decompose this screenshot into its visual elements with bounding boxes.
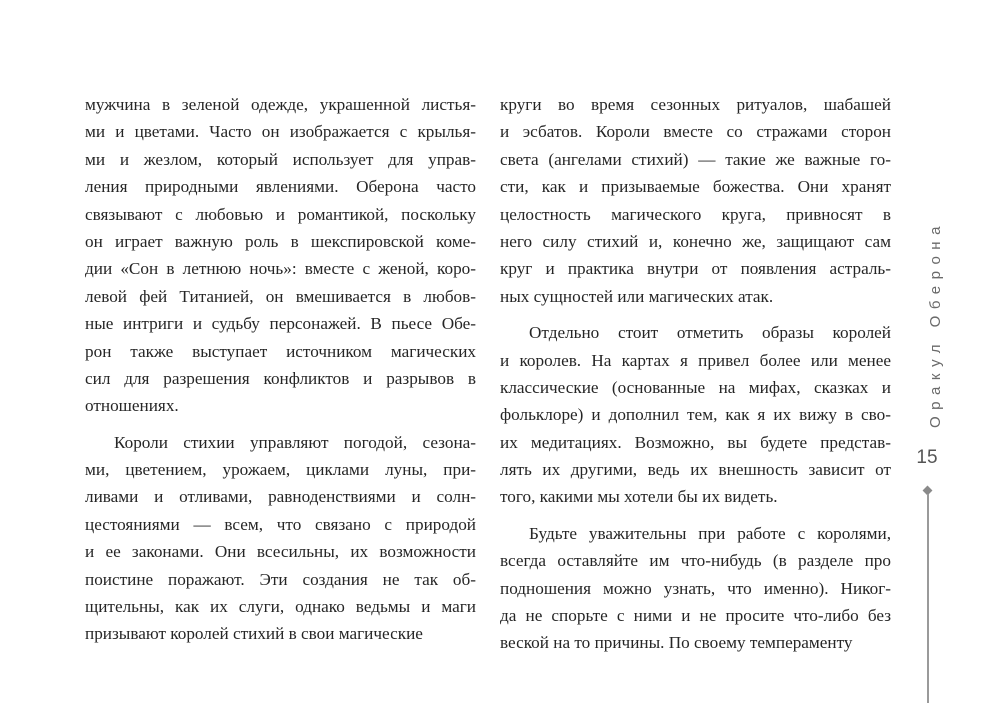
text-line: он играет важную роль в шекспировской коме- xyxy=(85,231,476,251)
text-line: лять их другими, ведь их внешность зависит от xyxy=(500,460,891,480)
text-line: рон также выступает источником магических xyxy=(85,341,476,361)
page-number: 15 xyxy=(916,447,938,468)
text-line: сти, как и призываемые божества. Они хранят xyxy=(500,177,891,197)
text-line: Короли стихии управляют погодой, сезона- xyxy=(114,432,476,452)
text-line: и эсбатов. Короли вместе со стражами сторон xyxy=(500,122,891,142)
paragraph xyxy=(500,520,891,657)
paragraph xyxy=(500,319,891,511)
text-line: призывают королей стихий в свои магические xyxy=(85,624,423,644)
vertical-rule xyxy=(927,494,929,703)
text-line: да не спорьте с ними и не просите что-либо без xyxy=(500,606,891,626)
text-line: поистине поражают. Эти создания не так об- xyxy=(85,569,476,589)
right-text-column xyxy=(500,91,891,666)
text-line: левой фей Титанией, он вмешивается в любов- xyxy=(85,286,476,306)
text-line: Отдельно стоит отметить образы королей xyxy=(529,323,891,343)
text-line: света (ангелами стихий) — такие же важные го- xyxy=(500,149,891,169)
text-line: щительны, как их слуги, однако ведьмы и маги xyxy=(85,597,476,617)
paragraph xyxy=(85,91,476,420)
text-line: фольклоре) и дополнил тем, как я их вижу в сво- xyxy=(500,405,891,425)
text-line: ми, цветением, урожаем, циклами луны, при- xyxy=(85,460,476,480)
paragraph xyxy=(500,91,891,310)
running-head: Оракул Оберона xyxy=(927,220,944,428)
text-line: ми и цветами. Часто он изображается с крылья- xyxy=(85,122,476,142)
text-line: цестояниями — всем, что связано с природой xyxy=(85,514,476,534)
text-line: Будьте уважительны при работе с королями, xyxy=(529,523,891,543)
text-line: подношения можно узнать, что именно). Никог- xyxy=(500,578,891,598)
text-line: их медитациях. Возможно, вы будете представ- xyxy=(500,432,891,452)
text-line: ных сущностей или магических атак. xyxy=(500,286,774,306)
text-line: связывают с любовью и романтикой, поскольку xyxy=(85,204,476,224)
text-line: дии «Сон в летнюю ночь»: вместе с женой, коро- xyxy=(85,259,476,279)
text-line: целостность магического круга, привносят в xyxy=(500,204,891,224)
text-line: веской на то причины. По своему темпераменту xyxy=(500,633,853,653)
text-line: круги во время сезонных ритуалов, шабашей xyxy=(500,95,891,114)
text-line: сил для разрешения конфликтов и разрывов в xyxy=(85,368,476,388)
text-line: и ее законами. Они всесильны, их возможности xyxy=(85,542,476,562)
text-line: круг и практика внутри от появления астраль- xyxy=(500,259,891,279)
text-line: мужчина в зеленой одежде, украшенной листья- xyxy=(85,95,476,114)
text-line: ливами и отливами, равноденствиями и солн- xyxy=(85,487,476,507)
paragraph xyxy=(85,429,476,648)
text-line: ления природными явлениями. Оберона часто xyxy=(85,177,476,197)
text-line: ми и жезлом, который использует для управ- xyxy=(85,149,476,169)
text-line: того, какими мы хотели бы их видеть. xyxy=(500,487,778,507)
left-text-column xyxy=(85,91,476,657)
text-line: классические (основанные на мифах, сказках и xyxy=(500,377,891,397)
text-line: и королев. На картах я привел более или менее xyxy=(500,350,891,370)
text-line: всегда оставляйте им что-нибудь (в разделе про xyxy=(500,551,891,571)
text-line: отношениях. xyxy=(85,396,179,416)
text-line: ные интриги и судьбу персонажей. В пьесе Обе- xyxy=(85,314,476,334)
text-line: него силу стихий и, конечно же, защищают сам xyxy=(500,231,891,251)
